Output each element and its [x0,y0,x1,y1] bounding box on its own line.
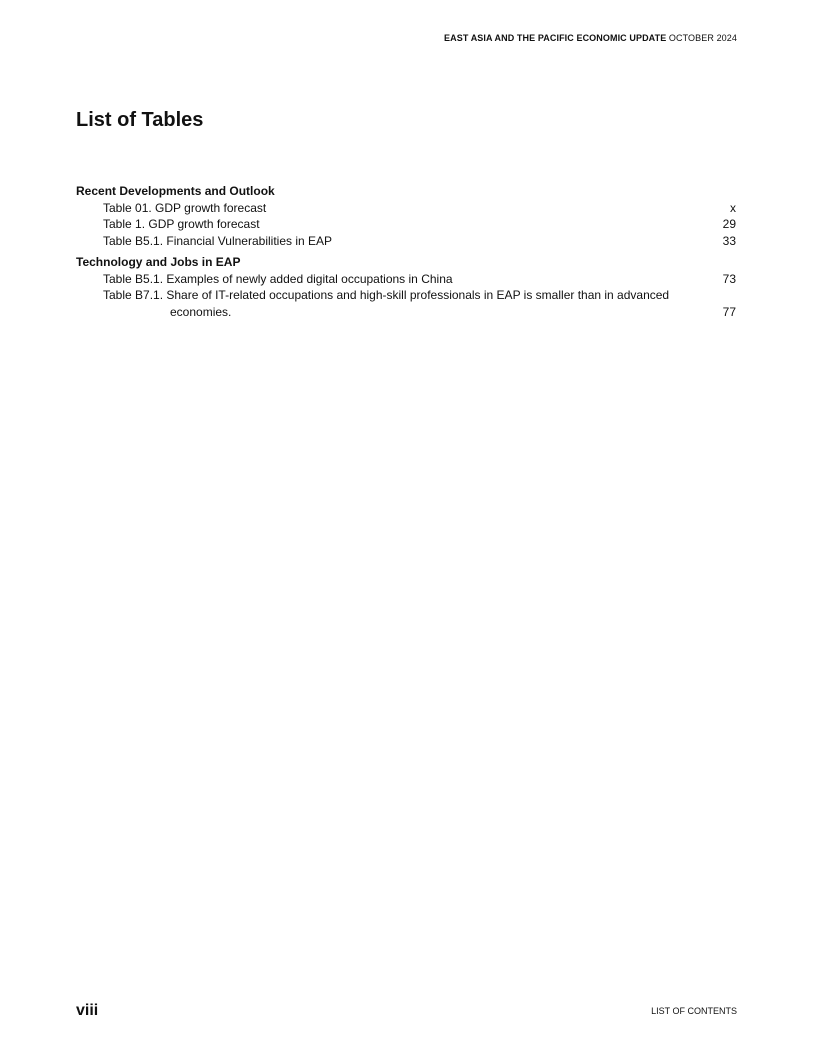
toc-entry[interactable] [76,233,736,250]
toc-entry[interactable] [76,271,736,288]
toc-entry[interactable] [76,287,736,320]
toc-entry[interactable] [76,216,736,233]
toc-entry[interactable] [76,200,736,217]
toc-entry-page: 73 [722,271,736,286]
toc-entry-page: 33 [722,233,736,248]
toc-section [76,183,736,249]
toc-entry-page: 77 [722,304,736,319]
toc-entry-page: 29 [722,217,736,231]
footer-label: LIST OF CONTENTS [651,1006,737,1016]
page-number: viii [76,1002,99,1019]
toc-entry-label: Table 1. GDP growth forecast [103,217,260,231]
toc-section [76,254,736,320]
running-header [444,33,737,43]
running-header-title: EAST ASIA AND THE PACIFIC ECONOMIC UPDATE [444,33,667,43]
toc-entry-label: Table 01. GDP growth forecast [103,200,267,215]
toc-entry-label: Table B5.1. Financial Vulnerabilities in EAP [103,233,333,248]
section-title: Technology and Jobs in EAP [76,255,241,269]
toc-entry-label: Table B7.1. Share of IT-related occupations and high-skill professionals in EAP is smaller than in advanced economies. [103,288,670,319]
running-header-edition: OCTOBER 2024 [668,33,737,43]
section-title: Recent Developments and Outlook [76,184,275,198]
toc-entry-label: Table B5.1. Examples of newly added digital occupations in China [103,271,453,286]
toc-entry-page: x [730,200,736,215]
table-list [76,183,736,325]
page-title: List of Tables [76,109,204,131]
